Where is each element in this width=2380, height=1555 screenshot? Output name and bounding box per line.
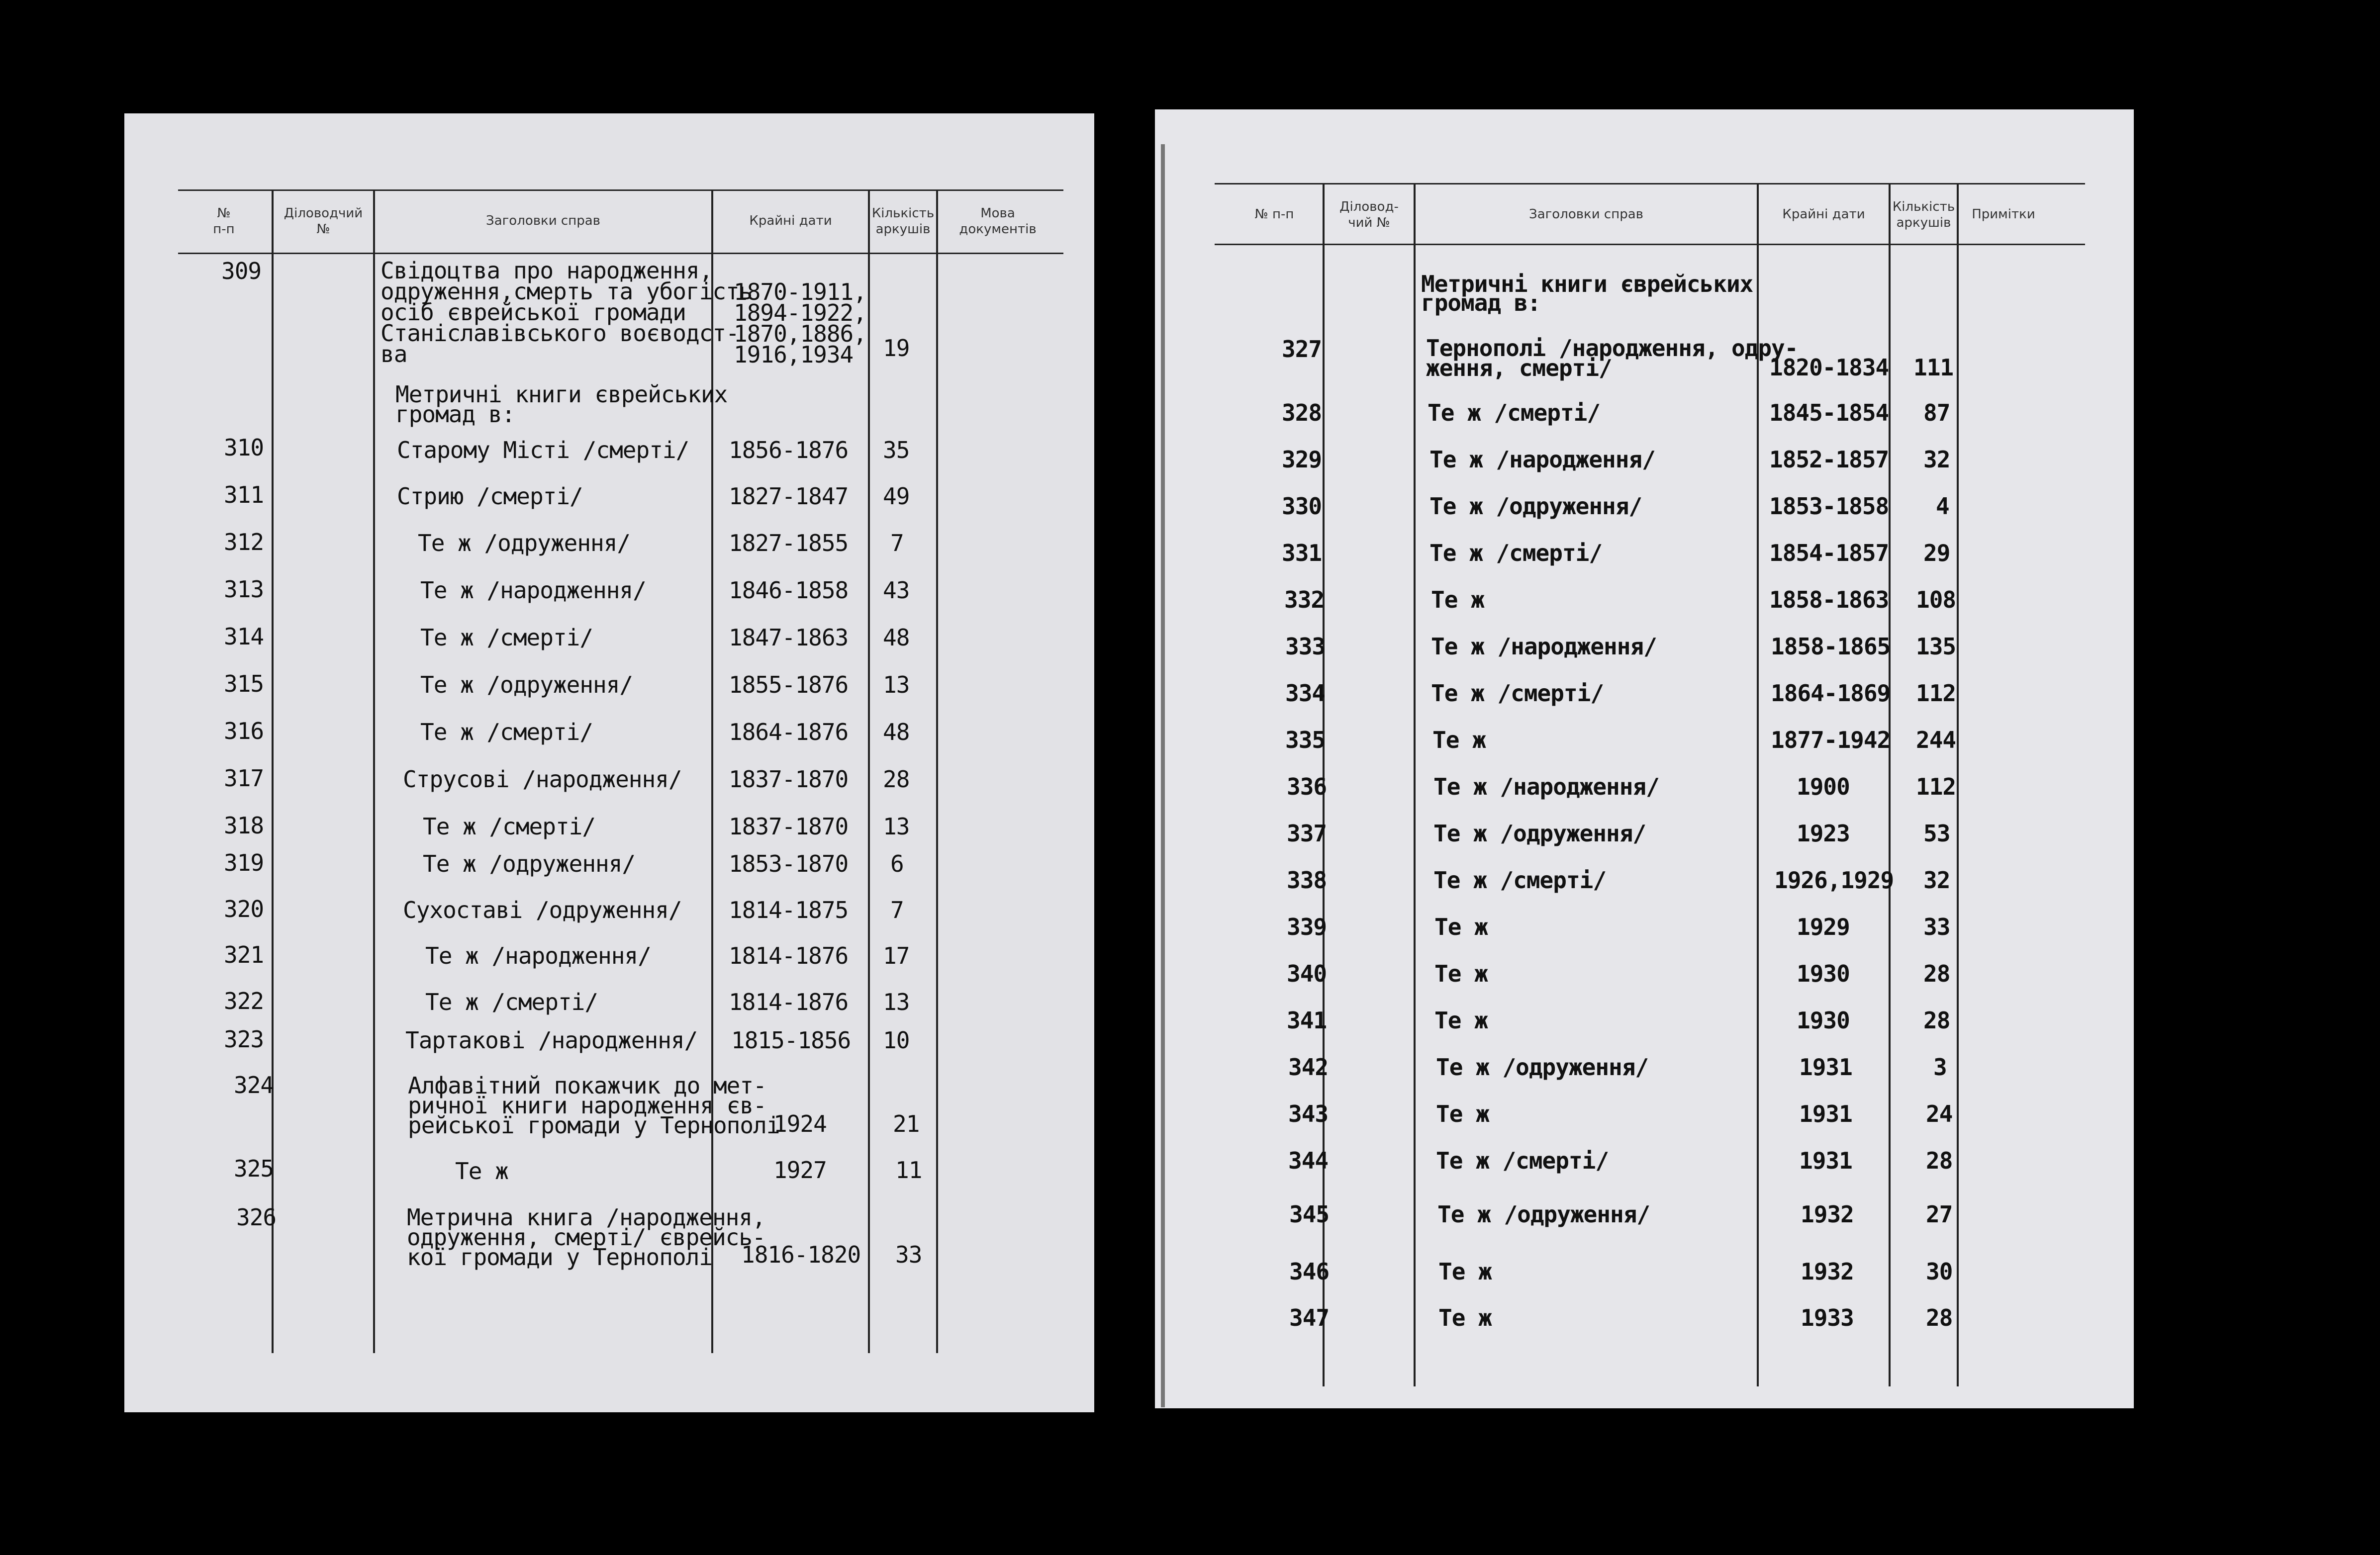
row-num: 341 — [1287, 1007, 1327, 1034]
row-dates: 1933 — [1801, 1304, 1854, 1331]
col-divider — [868, 189, 870, 1353]
col-divider — [936, 189, 938, 1353]
row-title: Метрична книга /народження, одруження, смерті/ єврейсь- кої громади у Тернополі — [407, 1204, 765, 1271]
row-dates: 1930 — [1797, 960, 1850, 987]
header-sheets: Кількість аркушів — [871, 206, 935, 237]
row-title: Те ж /одруження/ — [1429, 493, 1642, 520]
row-title: Алфавітний покажчик до мет- ричної книги народження єв- рейської громади у Тернополі — [408, 1072, 780, 1139]
row-dates: 1858-1865 — [1771, 633, 1891, 660]
row-sheets: 43 — [883, 577, 910, 604]
row-title: Те ж — [1432, 727, 1486, 753]
row-sheets: 33 — [1923, 914, 1950, 940]
row-title: Те ж /смерті/ — [420, 624, 593, 651]
header-dates: Крайні дати — [749, 213, 832, 228]
row-sheets: 30 — [1926, 1258, 1953, 1285]
header-dates: Крайні дати — [1782, 207, 1865, 222]
row-dates: 1931 — [1799, 1054, 1852, 1081]
row-title: Те ж /смерті/ — [420, 719, 593, 745]
row-title: Старому Місті /смерті/ — [397, 437, 689, 463]
header-num: № п-п — [1254, 207, 1294, 222]
row-title: Те ж — [1436, 1100, 1489, 1127]
row-num: 347 — [1289, 1304, 1330, 1331]
left-page — [124, 113, 1094, 1412]
row-dates: 1827-1855 — [729, 530, 849, 556]
row-num: 321 — [224, 941, 264, 968]
row-title: Те ж /народження/ — [1429, 446, 1655, 473]
row-title: Те ж /народження/ — [1431, 633, 1657, 660]
row-sheets: 32 — [1923, 446, 1950, 473]
row-title: Те ж — [1434, 914, 1488, 940]
row-sheets: 7 — [890, 897, 904, 923]
row-sheets: 28 — [1923, 1007, 1950, 1034]
row-dates: 1932 — [1801, 1258, 1854, 1285]
header-title: Заголовки справ — [1529, 207, 1643, 222]
row-sheets: 11 — [895, 1157, 922, 1184]
row-num: 329 — [1282, 446, 1322, 473]
row-dates: 1855-1876 — [729, 671, 849, 698]
row-dates: 1814-1875 — [729, 897, 849, 923]
row-sheets: 53 — [1923, 820, 1950, 847]
row-sheets: 32 — [1923, 867, 1950, 894]
row-sheets: 4 — [1936, 493, 1949, 520]
row-title: Те ж /одруження/ — [1436, 1054, 1649, 1081]
row-num: 332 — [1284, 586, 1325, 613]
row-sheets: 13 — [883, 813, 910, 840]
row-num: 339 — [1287, 914, 1327, 940]
row-title: Те ж — [1438, 1304, 1492, 1331]
row-dates: 1926,1929 — [1774, 867, 1894, 894]
row-title: Те ж /смерті/ — [423, 813, 596, 840]
row-title: Те ж /смерті/ — [1429, 540, 1603, 566]
row-dates: 1931 — [1799, 1100, 1852, 1127]
row-dates: 1827-1847 — [729, 483, 849, 510]
row-sheets: 112 — [1916, 680, 1956, 707]
row-dates: 1815-1856 — [731, 1027, 851, 1054]
row-sheets: 21 — [893, 1110, 920, 1137]
row-num: 343 — [1288, 1100, 1329, 1127]
col-divider — [373, 189, 375, 1353]
row-dates: 1853-1870 — [729, 850, 849, 877]
row-num: 325 — [234, 1155, 274, 1182]
row-num: 331 — [1282, 540, 1322, 566]
section-intro: Метричні книги єврейських громад в: — [1421, 271, 1753, 316]
row-num: 320 — [224, 896, 264, 922]
row-sheets: 28 — [1926, 1147, 1953, 1174]
row-sheets: 28 — [1926, 1304, 1953, 1331]
row-dates: 1931 — [1799, 1147, 1852, 1174]
row-title: Стрию /смерті/ — [397, 483, 583, 510]
row-num: 338 — [1287, 867, 1327, 894]
row-sheets: 6 — [890, 850, 904, 877]
row-title: Те ж — [1434, 960, 1488, 987]
row-title: Те ж — [1438, 1258, 1492, 1285]
header-num: № п-п — [213, 206, 235, 237]
row-sheets: 17 — [883, 942, 910, 969]
row-sheets: 10 — [883, 1027, 910, 1054]
row-num: 337 — [1287, 820, 1327, 847]
header-bottom-rule — [1215, 244, 2085, 245]
row-title: Сухоставі /одруження/ — [403, 897, 682, 923]
row-dates: 1854-1857 — [1769, 540, 1889, 566]
row-sheets: 27 — [1926, 1201, 1953, 1228]
row-dates: 1864-1869 — [1771, 680, 1891, 707]
row-dates: 1932 — [1801, 1201, 1854, 1228]
row-sheets: 33 — [895, 1241, 922, 1268]
row-num: 345 — [1289, 1201, 1330, 1228]
row-dates: 1923 — [1797, 820, 1850, 847]
row-sheets: 49 — [883, 483, 910, 510]
row-num: 317 — [224, 765, 264, 792]
row-title: Те ж /смерті/ — [1436, 1147, 1609, 1174]
row-num: 335 — [1285, 727, 1326, 753]
row-dates: 1847-1863 — [729, 624, 849, 651]
row-sheets: 244 — [1916, 727, 1956, 753]
row-sheets: 24 — [1926, 1100, 1953, 1127]
row-num: 318 — [224, 812, 264, 839]
row-num: 309 — [221, 258, 262, 284]
row-title: Те ж /одруження/ — [423, 850, 636, 877]
row-num: 316 — [224, 718, 264, 744]
header-bottom-rule — [178, 253, 1063, 254]
row-dates: 1853-1858 — [1769, 493, 1889, 520]
row-title: Свідоцтва про народження, одруження,смерть та убогість осіб єврейської громади Станіславівського воєводст- ва — [381, 257, 753, 367]
header-clerk: Діловодчий № — [284, 206, 363, 237]
header-title: Заголовки справ — [486, 213, 600, 228]
row-dates: 1846-1858 — [729, 577, 849, 604]
section-intro: Метричні книги єврейських громад в: — [395, 381, 728, 428]
row-sheets: 111 — [1913, 354, 1954, 381]
header-notes: Примітки — [1972, 207, 2035, 222]
row-title: Тернополі /народження, одру- ження, смерті/ — [1426, 335, 1798, 381]
row-dates: 1858-1863 — [1769, 586, 1889, 613]
row-dates: 1930 — [1797, 1007, 1850, 1034]
row-num: 315 — [224, 670, 264, 697]
row-num: 344 — [1288, 1147, 1329, 1174]
row-dates: 1870-1911, 1894-1922, 1870,1886, 1916,1934 — [734, 278, 866, 368]
row-sheets: 87 — [1923, 399, 1950, 426]
row-title: Те ж /одруження/ — [418, 530, 631, 556]
row-num: 342 — [1288, 1054, 1329, 1081]
row-title: Струсові /народження/ — [403, 766, 682, 793]
row-title: Те ж /смерті/ — [425, 989, 598, 1015]
row-num: 333 — [1285, 633, 1326, 660]
row-dates: 1837-1870 — [729, 766, 849, 793]
col-divider — [1889, 183, 1891, 1386]
row-dates: 1852-1857 — [1769, 446, 1889, 473]
row-sheets: 35 — [883, 437, 910, 463]
row-title: Те ж /одруження/ — [1433, 820, 1646, 847]
row-title: Те ж /народження/ — [1433, 773, 1659, 800]
row-title: Те ж — [1431, 586, 1484, 613]
row-title: Те ж /одруження/ — [1437, 1201, 1650, 1228]
row-num: 326 — [236, 1204, 277, 1231]
row-title: Тартакові /народження/ — [405, 1027, 698, 1054]
row-dates: 1929 — [1797, 914, 1850, 940]
binding-edge — [1161, 144, 1165, 1407]
row-title: Те ж /смерті/ — [1433, 867, 1607, 894]
header-top-rule — [1215, 183, 2085, 184]
row-dates: 1900 — [1797, 773, 1850, 800]
col-divider — [1414, 183, 1416, 1386]
row-num: 334 — [1285, 680, 1326, 707]
row-sheets: 13 — [883, 989, 910, 1015]
row-dates: 1924 — [773, 1110, 827, 1137]
row-sheets: 108 — [1916, 586, 1956, 613]
row-num: 310 — [224, 434, 264, 461]
header-top-rule — [178, 189, 1063, 191]
row-dates: 1814-1876 — [729, 942, 849, 969]
row-dates: 1856-1876 — [729, 437, 849, 463]
row-dates: 1814-1876 — [729, 989, 849, 1015]
row-num: 330 — [1282, 493, 1322, 520]
row-num: 340 — [1287, 960, 1327, 987]
row-num: 328 — [1282, 399, 1322, 426]
row-num: 319 — [224, 849, 264, 876]
row-dates: 1816-1820 — [741, 1241, 861, 1268]
header-clerk: Діловод- чий № — [1339, 199, 1399, 230]
row-sheets: 28 — [1923, 960, 1950, 987]
row-title: Те ж — [1434, 1007, 1488, 1034]
row-title: Те ж /смерті/ — [1431, 680, 1604, 707]
row-dates: 1864-1876 — [729, 719, 849, 745]
row-sheets: 19 — [883, 335, 910, 362]
row-title: Те ж /одруження/ — [420, 671, 633, 698]
row-sheets: 7 — [890, 530, 904, 556]
row-sheets: 29 — [1923, 540, 1950, 566]
row-num: 346 — [1289, 1258, 1330, 1285]
row-title: Те ж /народження/ — [425, 942, 651, 969]
row-dates: 1837-1870 — [729, 813, 849, 840]
row-num: 322 — [224, 988, 264, 1014]
row-title: Те ж /смерті/ — [1428, 399, 1601, 426]
row-num: 313 — [224, 576, 264, 603]
row-sheets: 28 — [883, 766, 910, 793]
row-title: Те ж /народження/ — [420, 577, 646, 604]
row-sheets: 3 — [1933, 1054, 1947, 1081]
row-num: 323 — [224, 1026, 264, 1053]
right-page — [1155, 109, 2134, 1408]
row-dates: 1845-1854 — [1769, 399, 1889, 426]
row-title: Те ж — [455, 1158, 508, 1185]
row-sheets: 13 — [883, 671, 910, 698]
row-num: 314 — [224, 623, 264, 650]
row-num: 324 — [234, 1072, 274, 1098]
row-dates: 1877-1942 — [1771, 727, 1891, 753]
row-num: 312 — [224, 529, 264, 555]
col-divider — [1957, 183, 1959, 1386]
row-num: 327 — [1282, 336, 1322, 363]
row-dates: 1927 — [773, 1157, 827, 1184]
row-sheets: 48 — [883, 624, 910, 651]
row-num: 311 — [224, 481, 264, 508]
row-sheets: 48 — [883, 719, 910, 745]
row-dates: 1820-1834 — [1769, 354, 1889, 381]
row-sheets: 112 — [1916, 773, 1956, 800]
row-sheets: 135 — [1916, 633, 1956, 660]
header-lang: Мова документів — [959, 206, 1037, 237]
header-sheets: Кількість аркушів — [1892, 199, 1955, 230]
row-num: 336 — [1287, 773, 1327, 800]
